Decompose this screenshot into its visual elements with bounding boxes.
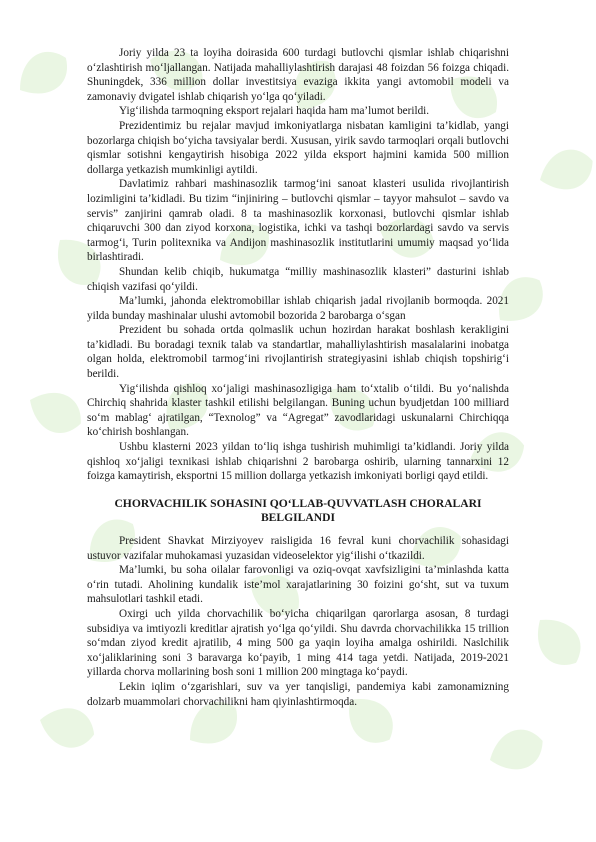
paragraph: Ushbu klasterni 2023 yildan to‘liq ishga tushirish muhimligi ta’kidlandi. Joriy yilda qishloq xo‘jaligi texnikasi ishlab chiqarishni 2 barobarga oshirib, ularning tannarxini 12 foizga kamaytirish, eksportni 15 million dollarga yetkazish imkoniyati borligi qayd etildi. xyxy=(87,441,509,483)
section-heading: CHORVACHILIK SOHASINI QO‘LLAB-QUVVATLASH CHORALARI BELGILANDI xyxy=(114,496,482,525)
paragraph: Shundan kelib chiqib, hukumatga “milliy mashinasozlik klasteri” dasturini ishlab chiqish vazifasi qo‘yildi. xyxy=(87,265,509,293)
paragraph: Lekin iqlim o‘zgarishlari, suv va yer tanqisligi, pandemiya kabi zamonamizning dolzarb muammolari chorvachilikni ham qiyinlashtirmoqda. xyxy=(87,680,509,708)
paragraph: President Shavkat Mirziyoyev raisligida 16 fevral kuni chorvachilik sohasidagi ustuvor vazifalar muhokamasi yuzasidan videoselektor yig‘ilishi o‘tkazildi. xyxy=(87,535,509,562)
paragraph: Yig‘ilishda tarmoqning eksport rejalari haqida ham ma’lumot berildi. xyxy=(119,105,430,118)
paragraph: Prezidentimiz bu rejalar mavjud imkoniyatlarga nisbatan kamligini ta’kidlab, yangi bozorlarga chiqish bo‘yicha tavsiyalar berdi. Xususan, yirik savdo tarmoqlari orqali butlovchi qismlar sotishni kengaytirish hisobiga 2022 yilda eksport hajmini kamida 500 million dollarga yetkazish mumkinligi aytildi. xyxy=(87,119,509,176)
paragraph: Ma’lumki, bu soha oilalar farovonligi va oziq-ovqat xavfsizligini ta’minlashda katta o‘rin tutadi. Aholining kundalik iste’mol xarajatlarining 30 foizini go‘sht, sut va tuxum mahsulotlari tashkil etadi. xyxy=(87,564,509,606)
paragraph: Yig‘ilishda qishloq xo‘jaligi mashinasozligiga ham to‘xtalib o‘tildi. Bu yo‘nalishda Chirchiq shahrida klaster tashkil etilishi belgilangan. Buning uchun byudjetdan 100 milliard so‘m mablag‘ ajratilgan, “Texnolog” va “Agregat” zavodlaridagi uskunalarni Chirchiqqa ko‘chirish boshlangan. xyxy=(87,382,509,439)
paragraph: Davlatimiz rahbari mashinasozlik tarmog‘ini sanoat klasteri usulida rivojlantirish lozimligini ta’kidladi. Bu tizim “injiniring – butlovchi qismlar – tayyor mahsulot – savdo va servis” zanjirini qamrab oladi. 8 ta mashinasozlik korxonasi, butlovchi qismlar ishlab chiqaruvchi 300 dan ziyod korxona, logistika, ichki va tashqi bozorlardagi savdo va servis tarmog‘i, Turin politexnika va Andijon mashinasozlik institutlarini umumiy maqsad yo‘lida birlashtiradi. xyxy=(87,178,509,264)
paragraph: Joriy yilda 23 ta loyiha doirasida 600 turdagi butlovchi qismlar ishlab chiqarishni o‘zlashtirish mo‘ljallangan. Natijada mahalliylashtirish darajasi 48 foizdan 56 foizga chiqadi. Shuningdek, 336 million dollar investitsiya evaziga ikkita yangi avtomobil modeli va zamonaviy dvigatel ishlab chiqarish yo‘lga qo‘yiladi. xyxy=(87,47,509,103)
article-body xyxy=(87,46,509,709)
paragraph: Oxirgi uch yilda chorvachilik bo‘yicha chiqarilgan qarorlarga asosan, 8 turdagi subsidiya va imtiyozli kreditlar ajratish yo‘lga qo‘yildi. Shu davrda chorvachilikka 15 trillion so‘mdan ziyod kredit ajratilib, 4 ming 500 ga yaqin loyiha amalga oshirildi. Naslchilik xo‘jaliklarining soni 3 baravarga ko‘payib, 1 ming 414 taga yetdi. Natijada, 2019-2021 yillarda chorva mollarining bosh soni 1 million 200 mingtaga ko‘paydi. xyxy=(87,607,509,679)
paragraph: Prezident bu sohada ortda qolmaslik uchun hozirdan harakat boshlash kerakligini ta’kidladi. Bu boradagi texnik talab va standartlar, mahalliylashtirish masalalarini inobatga olgan holda, elektromobil tarmog‘ini rivojlantirish strategiyasini ishlab chiqish topshirig‘i berildi. xyxy=(87,324,509,381)
paragraph: Ma’lumki, jahonda elektromobillar ishlab chiqarish jadal rivojlanib bormoqda. 2021 yilda bunday mashinalar ulushi avtomobil bozorida 2 barobarga o‘sgan xyxy=(87,295,509,322)
